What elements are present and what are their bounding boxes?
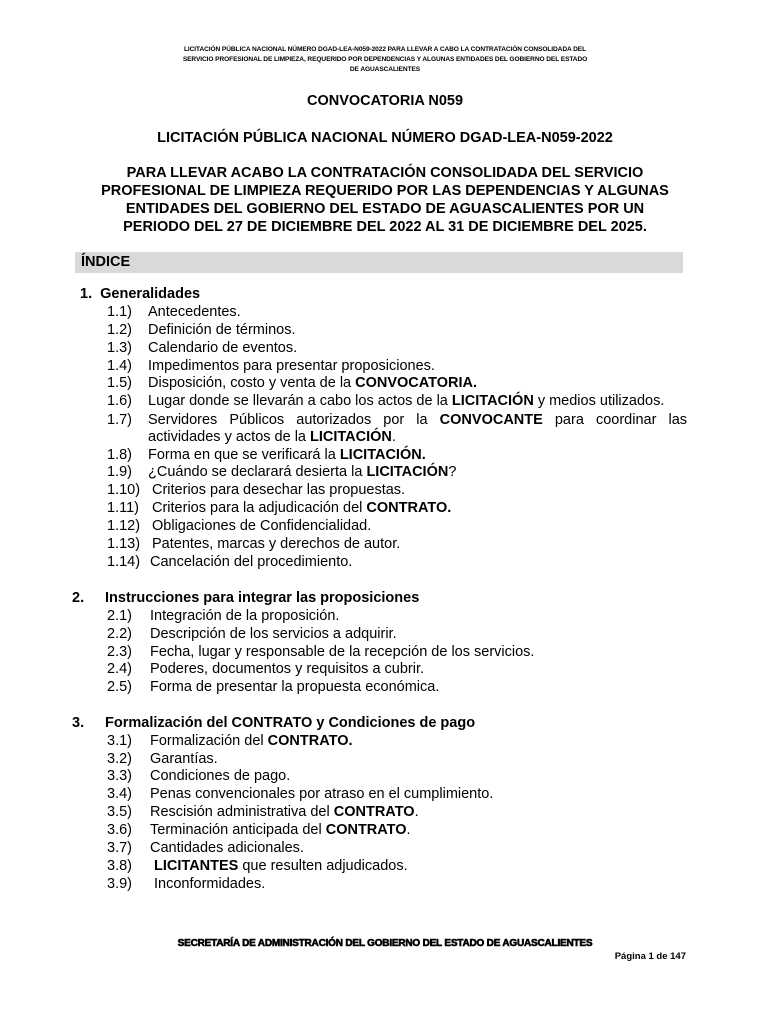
footer-agency: SECRETARÍA DE ADMINISTRACIÓN DEL GOBIERNO DEL ESTADO DE AGUASCALIENTES bbox=[177, 938, 593, 949]
item-number: 1.7) bbox=[107, 412, 132, 428]
item-number: 1.2) bbox=[107, 322, 132, 338]
item-bold-term: LICITACIÓN. bbox=[339, 447, 426, 463]
item-bold-term: CONTRATO. bbox=[267, 733, 353, 749]
index-item: Cantidades adicionales. bbox=[150, 840, 304, 856]
subject-title bbox=[75, 164, 695, 236]
section-3-number: 3. bbox=[72, 715, 85, 731]
index-item bbox=[150, 857, 408, 875]
item-text: que resulten adjudicados. bbox=[238, 858, 408, 874]
item-bold-term: LICITACIÓN bbox=[366, 464, 449, 480]
item-number: 2.2) bbox=[107, 626, 132, 642]
index-item bbox=[150, 803, 419, 821]
item-text: . bbox=[391, 429, 396, 445]
index-item: Inconformidades. bbox=[150, 876, 266, 892]
item-text: Criterios para la adjudicación del bbox=[152, 500, 367, 516]
header-line-1: LICITACIÓN PÚBLICA NACIONAL NÚMERO DGAD-LEA-N059-2022 PARA LLEVAR A CABO LA CONTRATACIÓN CONSOLIDADA DEL bbox=[183, 46, 587, 53]
item-text: . bbox=[406, 822, 411, 838]
section-2-title: Instrucciones para integrar las proposiciones bbox=[105, 590, 420, 606]
index-item bbox=[150, 821, 411, 839]
item-number: 1.4) bbox=[107, 358, 132, 374]
item-number: 2.4) bbox=[107, 661, 132, 677]
index-item bbox=[148, 392, 664, 410]
subject-line-2: PROFESIONAL DE LIMPIEZA REQUERIDO POR LAS DEPENDENCIAS Y ALGUNAS bbox=[101, 183, 669, 199]
index-item: Garantías. bbox=[150, 751, 218, 767]
subject-line-1: PARA LLEVAR ACABO LA CONTRATACIÓN CONSOLIDADA DEL SERVICIO bbox=[126, 165, 644, 181]
index-item: Criterios para desechar las propuestas. bbox=[152, 482, 406, 498]
running-header bbox=[140, 44, 630, 75]
index-item: Antecedentes. bbox=[148, 304, 241, 320]
item-number: 1.10) bbox=[107, 482, 141, 498]
item-number: 2.3) bbox=[107, 644, 132, 660]
index-item: Impedimentos para presentar proposiciones. bbox=[148, 358, 435, 374]
item-number: 3.3) bbox=[107, 768, 132, 784]
index-item-continuation bbox=[148, 428, 396, 446]
item-text: Rescisión administrativa del bbox=[150, 804, 334, 820]
item-text: Servidores Públicos autorizados por la bbox=[148, 412, 440, 428]
index-item: Definición de términos. bbox=[148, 322, 296, 338]
index-item: Poderes, documentos y requisitos a cubrir. bbox=[150, 661, 425, 677]
index-item bbox=[152, 499, 451, 517]
item-number: 3.1) bbox=[107, 733, 132, 749]
item-text: ¿Cuándo se declarará desierta la bbox=[148, 464, 367, 480]
item-number: 1.13) bbox=[107, 536, 141, 552]
item-number: 2.1) bbox=[107, 608, 132, 624]
section-3-title: Formalización del CONTRATO y Condiciones de pago bbox=[105, 715, 476, 731]
item-number: 1.6) bbox=[107, 393, 132, 409]
index-item: Calendario de eventos. bbox=[148, 340, 298, 356]
item-number: 1.9) bbox=[107, 464, 132, 480]
section-number: 1. bbox=[80, 286, 93, 302]
index-item: Forma de presentar la propuesta económica. bbox=[150, 679, 440, 695]
item-bold-term: CONVOCANTE bbox=[439, 412, 543, 428]
index-item: Cancelación del procedimiento. bbox=[150, 554, 353, 570]
section-title: Generalidades bbox=[100, 286, 201, 302]
item-number: 3.7) bbox=[107, 840, 132, 856]
item-number: 3.5) bbox=[107, 804, 132, 820]
subject-line-4: PERIODO DEL 27 DE DICIEMBRE DEL 2022 AL 31 DE DICIEMBRE DEL 2025. bbox=[123, 219, 647, 235]
page-number: Página 1 de 147 bbox=[614, 951, 686, 962]
index-item bbox=[148, 463, 456, 481]
item-number: 1.14) bbox=[107, 554, 141, 570]
item-bold-term: LICITANTES bbox=[154, 858, 239, 874]
index-item: Fecha, lugar y responsable de la recepción de los servicios. bbox=[150, 644, 535, 660]
index-item: Penas convencionales por atraso en el cumplimiento. bbox=[150, 786, 494, 802]
item-number: 1.11) bbox=[107, 500, 139, 516]
item-number: 1.5) bbox=[107, 375, 132, 391]
convocatoria-title: CONVOCATORIA N059 bbox=[306, 93, 464, 109]
index-item: Condiciones de pago. bbox=[150, 768, 291, 784]
section-2-number: 2. bbox=[72, 590, 85, 606]
item-number: 1.3) bbox=[107, 340, 132, 356]
item-text: Terminación anticipada del bbox=[150, 822, 326, 838]
item-text: actividades y actos de la bbox=[148, 429, 311, 445]
item-number: 3.4) bbox=[107, 786, 132, 802]
item-bold-term: LICITACIÓN bbox=[451, 393, 534, 409]
index-item bbox=[148, 446, 426, 464]
item-text: . bbox=[414, 804, 419, 820]
item-number: 1.8) bbox=[107, 447, 132, 463]
index-item: Obligaciones de Confidencialidad. bbox=[152, 518, 372, 534]
index-item bbox=[148, 374, 477, 392]
item-text: Formalización del bbox=[150, 733, 268, 749]
item-text: ? bbox=[448, 464, 457, 480]
header-line-3: DE AGUASCALIENTES bbox=[349, 66, 421, 73]
item-number: 1.12) bbox=[107, 518, 141, 534]
item-number: 1.1) bbox=[107, 304, 132, 320]
item-text: Lugar donde se llevarán a cabo los actos de la bbox=[148, 393, 452, 409]
index-item: Integración de la proposición. bbox=[150, 608, 340, 624]
item-number: 2.5) bbox=[107, 679, 132, 695]
item-number: 3.8) bbox=[107, 858, 132, 874]
item-text: Disposición, costo y venta de la bbox=[148, 375, 356, 391]
item-text: para coordinar las bbox=[542, 412, 688, 428]
section-1-heading bbox=[80, 285, 200, 303]
header-line-2: SERVICIO PROFESIONAL DE LIMPIEZA, REQUERIDO POR DEPENDENCIAS Y ALGUNAS ENTIDADES DEL GOBIERNO DEL ESTADO bbox=[182, 56, 588, 63]
item-bold-term: CONTRATO bbox=[325, 822, 407, 838]
index-item: Patentes, marcas y derechos de autor. bbox=[152, 536, 401, 552]
licitacion-title: LICITACIÓN PÚBLICA NACIONAL NÚMERO DGAD-LEA-N059-2022 bbox=[157, 130, 613, 146]
item-bold-term: CONVOCATORIA. bbox=[355, 375, 478, 391]
subject-line-3: ENTIDADES DEL GOBIERNO DEL ESTADO DE AGUASCALIENTES POR UN bbox=[125, 201, 645, 217]
index-item: Descripción de los servicios a adquirir. bbox=[150, 626, 397, 642]
index-item bbox=[150, 732, 353, 750]
item-bold-term: CONTRATO. bbox=[366, 500, 452, 516]
item-bold-term: CONTRATO bbox=[333, 804, 415, 820]
item-number: 3.9) bbox=[107, 876, 132, 892]
index-heading: ÍNDICE bbox=[75, 252, 683, 273]
item-number: 3.6) bbox=[107, 822, 132, 838]
item-number: 3.2) bbox=[107, 751, 132, 767]
item-text: Forma en que se verificará la bbox=[148, 447, 340, 463]
item-bold-term: LICITACIÓN bbox=[310, 429, 392, 445]
item-text: y medios utilizados. bbox=[533, 393, 665, 409]
index-item bbox=[148, 411, 687, 429]
